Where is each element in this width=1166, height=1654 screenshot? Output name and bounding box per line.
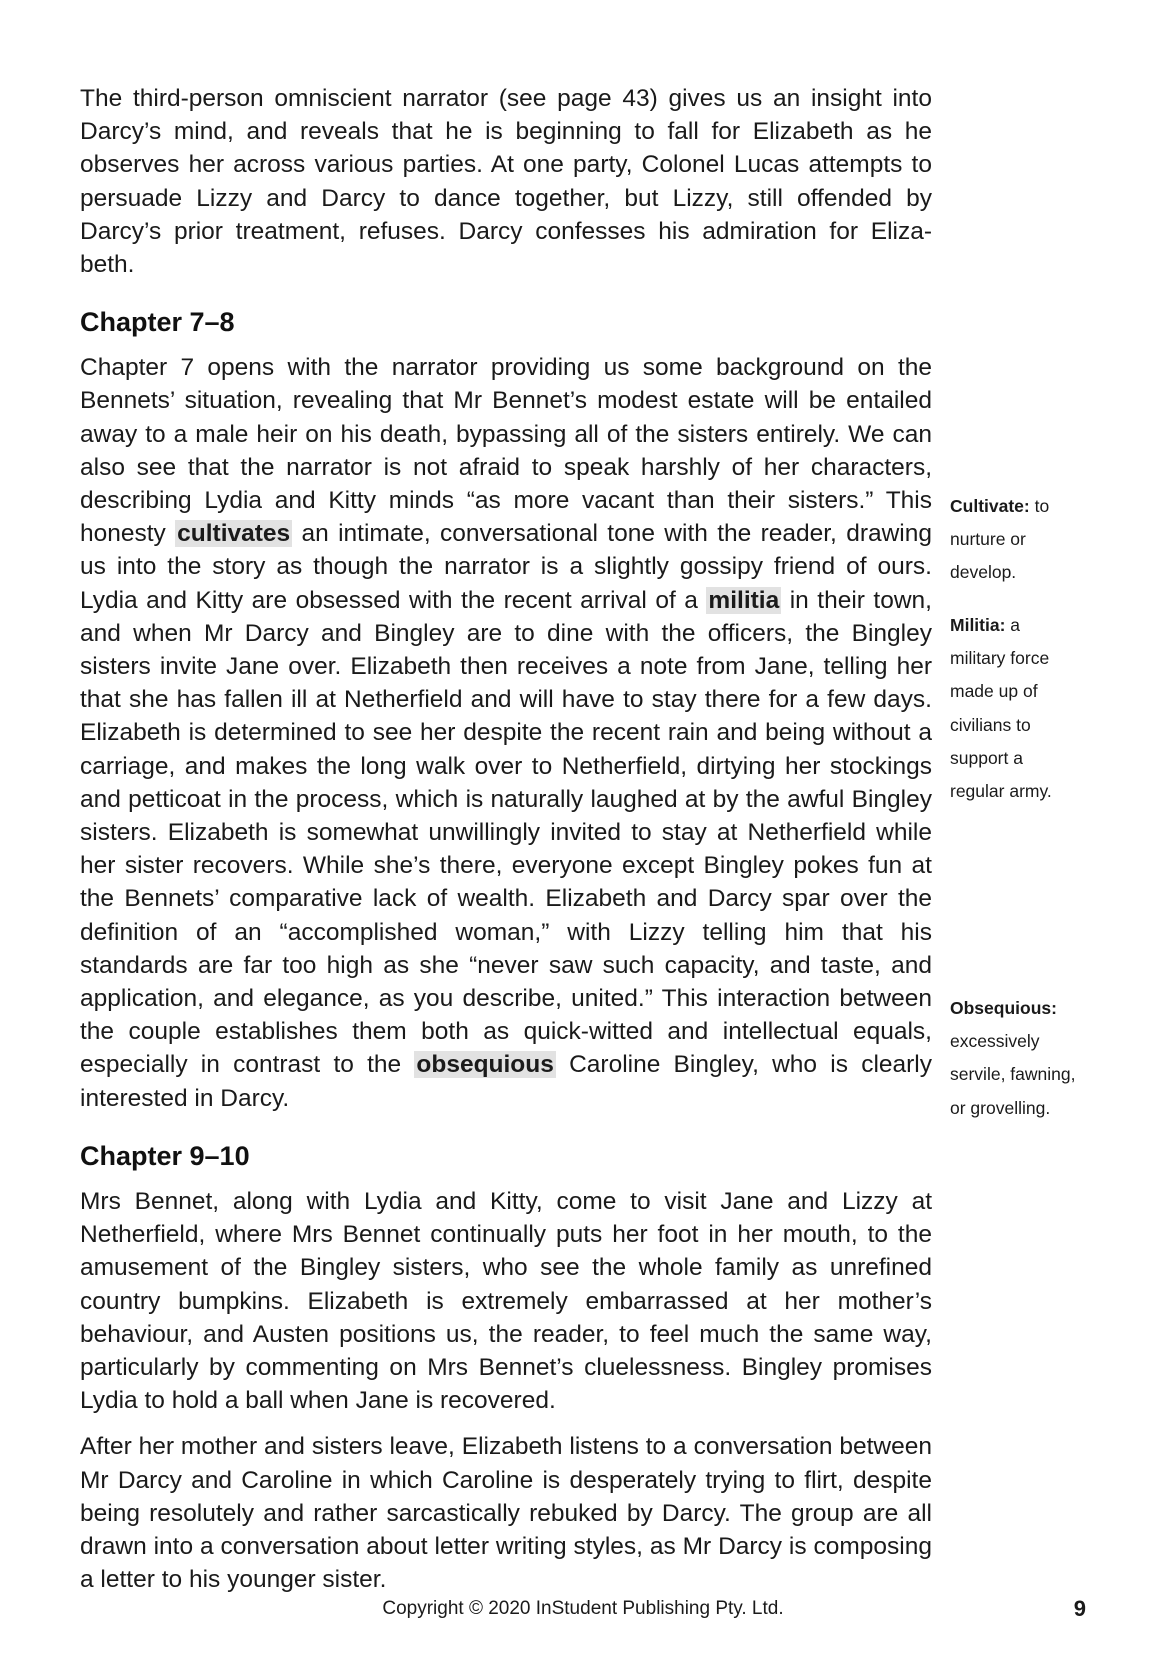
page-number: 9 bbox=[1073, 1596, 1086, 1621]
copyright-notice: Copyright © 2020 InStudent Publishing Pty. Ltd. bbox=[382, 1598, 784, 1619]
glossary-term: Obsequious: bbox=[950, 998, 1057, 1018]
highlighted-term-obsequious: obsequious bbox=[416, 1051, 554, 1079]
glossary-note-obsequious bbox=[950, 992, 1080, 1125]
highlighted-term-cultivates: cultivates bbox=[177, 520, 291, 548]
glossary-definition: a military force made up of civilians to support a regular army. bbox=[950, 615, 1052, 802]
main-text-column bbox=[80, 82, 932, 1609]
glossary-definition: to nurture or develop. bbox=[950, 496, 1050, 583]
chapter-heading-7-8: Chapter 7–8 bbox=[80, 307, 235, 338]
text-run: Caroline Bingley, who is clearly interested in Darcy. bbox=[80, 1051, 932, 1112]
chapter-9-10-paragraph-2: After her mother and sisters leave, Elizabeth listens to a conversation between Mr Darcy and Caroline in which Caroline is desperately trying to flirt, despite being resolutely and rather sarcastically rebuked by Darcy. The group are all drawn into a conversation about letter writing styles, as Mr Darcy is composing a letter to his younger sister. bbox=[80, 1433, 932, 1594]
glossary-definition: excessively servile, fawning, or grovelling. bbox=[950, 1031, 1076, 1118]
glossary-note-cultivate bbox=[950, 490, 1080, 590]
chapter-7-8-paragraph bbox=[80, 351, 932, 1115]
text-run: in their town, and when Mr Darcy and Bingley are to dine with the officers, the Bingley sisters invite Jane over. Elizabeth then receives a note from Jane, telling her that she has fallen ill at Netherfield and will have to stay there for a few days. Elizabeth is determined to see her despite the recent rain and being without a carriage, and makes the long walk over to Netherfield, dirtying her stockings and petticoat in the process, which is naturally laughed at by the awful Bingley sisters. Elizabeth is somewhat unwillingly invited to stay at Netherfield while her sister recovers. While she’s there, everyone except Bingley pokes fun at the Bennets’ comparative lack of wealth. Elizabeth and Darcy spar over the definition of an “accomplished woman,” with Lizzy telling him that his standards are far too high as she “never saw such capacity, and taste, and application, and elegance, as you describe, united.” This interaction between the couple establishes them both as quick-witted and intellectual equals, especially in contrast to the bbox=[80, 586, 932, 1079]
chapter-heading-9-10: Chapter 9–10 bbox=[80, 1140, 250, 1171]
chapter-9-10-paragraph-1: Mrs Bennet, along with Lydia and Kitty, come to visit Jane and Lizzy at Netherfield, where Mrs Bennet continually puts her foot in her mouth, to the amusement of the Bingley sisters, who see the whole family as unrefined country bumpkins. Elizabeth is extremely embarrassed at her mother’s behaviour, and Austen positions us, the reader, to feel much the same way, particularly by commenting on Mrs Bennet’s cluelessness. Bingley promises Lydia to hold a ball when Jane is recovered. bbox=[80, 1187, 932, 1415]
glossary-note-militia bbox=[950, 609, 1080, 808]
page-footer bbox=[0, 1598, 1166, 1628]
highlighted-term-militia: militia bbox=[708, 586, 780, 614]
glossary-term: Cultivate: bbox=[950, 496, 1030, 516]
text-run: Chapter 7 opens with the narrator providing us some background on the Bennets’ situation, revealing that Mr Bennet’s modest estate will be entailed away to a male heir on his death, bypassing all of the sisters entirely. We can also see that the narrator is not afraid to speak harshly of her characters, describing Lydia and Kitty minds “as more vacant than their sisters.” This honesty bbox=[80, 354, 932, 548]
intro-paragraph: The third-person omniscient narrator (see page 43) gives us an insight into Darcy’s mind, and reveals that he is beginning to fall for Elizabeth as he observes her across various parties. At one party, Colonel Lucas attempts to persuade Lizzy and Darcy to dance together, but Lizzy, still offended by Darcy’s prior treatment, refuses. Darcy confesses his admiration for Eliza-beth. bbox=[80, 85, 932, 279]
glossary-term: Militia: bbox=[950, 615, 1006, 635]
text-run: an intimate, conversational tone with the reader, drawing us into the story as though the narrator is a slightly gossipy friend of ours. Lydia and Kitty are obsessed with the recent arrival of a bbox=[80, 520, 932, 614]
